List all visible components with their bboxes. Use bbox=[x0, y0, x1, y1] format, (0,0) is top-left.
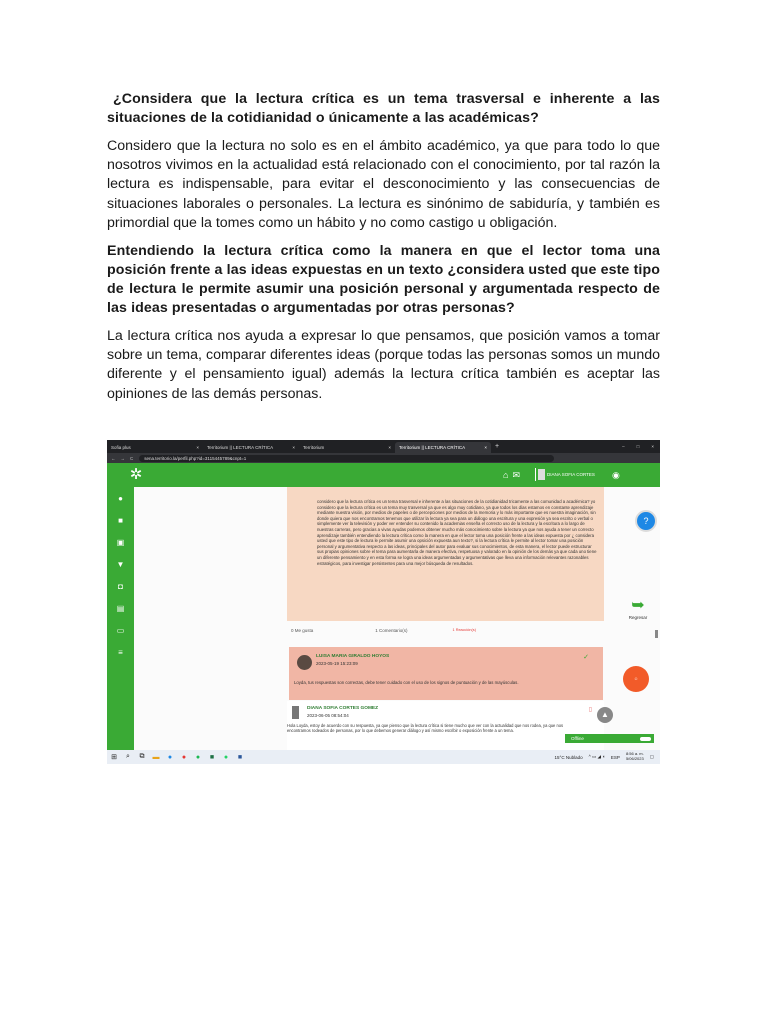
minimize-icon[interactable]: – bbox=[622, 444, 625, 449]
user-menu[interactable]: DIANA SOFIA CORTES bbox=[535, 468, 607, 481]
excel-icon[interactable]: ■ bbox=[209, 753, 215, 761]
browser-tab-3[interactable]: Territorium × bbox=[303, 445, 391, 450]
answer-1: Considero que la lectura no solo es en el ámbito académico, ya que para todo lo que nosotros vivimos en la actualidad está relacionado con el conocimiento, por tal razón la lectura es indispensable, para evitar el desconocimiento y las consecuencias de situaciones laborales o personales. La lectura es sinónimo de sabiduría, y también es primordial que la tomes como un hábito y no como castigo u obligación. bbox=[107, 138, 660, 231]
comment-author: LUISA MARIA GIRALDO HOYOS bbox=[316, 654, 390, 659]
comment-card bbox=[287, 701, 604, 750]
task-view-icon[interactable]: ⧉ bbox=[139, 753, 145, 760]
weather-label[interactable]: 15°C Nublado bbox=[554, 754, 583, 760]
browser-tab-2[interactable]: Territorium || LECTURA CRÍTICA × bbox=[207, 445, 295, 450]
eye-icon[interactable]: ◉ bbox=[612, 470, 620, 480]
sidebar bbox=[107, 487, 134, 750]
close-icon[interactable]: × bbox=[388, 445, 391, 450]
close-icon[interactable]: × bbox=[292, 445, 295, 450]
scroll-up-icon[interactable]: ▲ bbox=[597, 707, 613, 723]
back-icon[interactable]: ← bbox=[111, 455, 116, 461]
comment-text: Loyda, tus respuestas son correctas, debe tener cuidado con el uso de los signos de puntuación y de las mayúsculas. bbox=[294, 680, 519, 685]
comment-author: DIANA SOFIA CORTES GOMEZ bbox=[307, 706, 379, 711]
like-button[interactable]: 0 Me gusta bbox=[291, 628, 314, 633]
trophy-icon[interactable]: ▼ bbox=[116, 559, 125, 569]
browser-tab-1[interactable]: Sofia plus × bbox=[111, 445, 199, 450]
check-icon: ✓ bbox=[583, 654, 589, 661]
offline-bar: Offline bbox=[565, 734, 654, 743]
feed-content bbox=[134, 487, 660, 750]
home-icon[interactable]: ⌂ bbox=[503, 470, 509, 480]
windows-start-icon[interactable]: ⊞ bbox=[111, 754, 117, 761]
system-tray bbox=[555, 752, 660, 762]
inbox-icon[interactable]: ◘ bbox=[118, 581, 123, 591]
answer-2: La lectura crítica nos ayuda a expresar lo que pensamos, que posición vamos a tomar sobre un tema, comparar diferentes ideas (porque todas las personas somos un mundo diferente y el pensamiento igual) además la lectura crítica también es aceptar las opiniones de las demás personas. bbox=[107, 328, 660, 402]
help-icon[interactable]: ? bbox=[635, 510, 657, 532]
browser-tab-4[interactable]: Territorium || LECTURA CRÍTICA × bbox=[395, 442, 491, 453]
whatsapp-icon[interactable]: ● bbox=[223, 753, 229, 761]
scrollbar[interactable] bbox=[655, 630, 658, 638]
word-icon[interactable]: ■ bbox=[237, 753, 243, 761]
mail-icon[interactable]: ✉ bbox=[512, 470, 520, 480]
user-icon[interactable]: ● bbox=[118, 493, 123, 503]
windows-taskbar bbox=[107, 750, 660, 764]
question-1: ¿Considera que la lectura crítica es un tema trasversal e inherente a las situaciones de la cotidianidad o únicamente a las académicas? bbox=[107, 91, 660, 126]
close-window-icon[interactable]: × bbox=[651, 444, 654, 449]
clock[interactable]: 8:56 a. m. 5/06/2023 bbox=[625, 751, 644, 761]
post-text: considero que la lectura crítica es un tema trasversal e inherente a las situaciones de la cotidianidad tricamente a las comunidad a académica? yo considero que la lectura crítica es un tema muy trasversal ya que es algo muy cotidiano, ya que todos los días estamos en constante aprendizaje mediante nuestra visión, por medios de papeles o de percepciones por medios de la memoria y lo más importante que es nuestra imaginación, sin donde quiera que nos encontramos tenemos que utilizar la lectura ya sea para un diálogo una escritura y una expresión ya sea escrito o verbal o simplemente ver la televisión y poder ver entender su contenido la academias enseña el correcto uso de la lectura y la escritura a lo largo de nuestras carreras, pero gracias a vivas ayudas podemos obtener mucho más conocimiento sobre la lectura ya que nos ayuda a tener un correcto aprendizaje también entendiendo la lectura crítica como la manera en que el lector toma una posición frente a las ideas expuesta por ¿ considera usted que este tipo de lectura le permite asumir una opsición expuesta aun texto?, si la lectura crítica le permite al lector tomar una posición personal y argumentativa respecto a las ideas, principales del autor para evaluar sus conocimientos, de esta manera, el lector puede estructurar sus propias opiniones sobre el tema para aumentarla de manera efectiva, respetuosa y valorado en la opinión de los demás ya que cada uno tiene un diferente pensamiento y en esta forma se logra una ideas argumentadas y argumentativas que lleva una información relevantes razonables estratégicos, para investigar persistentes para una mejor búsqueda de resultados. bbox=[317, 499, 597, 566]
card-icon[interactable]: ▭ bbox=[116, 625, 125, 635]
forward-icon[interactable]: → bbox=[120, 455, 125, 461]
search-icon[interactable]: ⌕ bbox=[126, 753, 130, 760]
new-tab-icon[interactable]: + bbox=[495, 443, 500, 450]
chatbot-icon[interactable]: ☺ bbox=[623, 666, 649, 692]
archive-icon[interactable]: ▣ bbox=[116, 537, 125, 547]
edge-icon[interactable]: ● bbox=[167, 753, 173, 761]
avatar bbox=[292, 706, 299, 719]
menu-icon[interactable]: ≡ bbox=[118, 647, 123, 657]
embedded-screenshot bbox=[107, 440, 660, 764]
chrome-icon[interactable]: ● bbox=[181, 753, 187, 761]
trash-icon[interactable]: ▯ bbox=[588, 707, 592, 713]
comment-date: 2023-05-19 15:23:09 bbox=[316, 661, 358, 666]
reactions-label[interactable]: 1 Reacción(s) bbox=[452, 628, 476, 632]
offline-toggle[interactable] bbox=[640, 737, 651, 741]
comment-date: 2023-06-05 08:54:04 bbox=[307, 713, 349, 718]
document-body bbox=[107, 90, 660, 413]
reload-icon[interactable]: C bbox=[130, 455, 134, 461]
spotify-icon[interactable]: ● bbox=[195, 753, 201, 761]
language-label[interactable]: ESP bbox=[610, 754, 620, 760]
url-field[interactable]: sena.territorio.la/perfil.php?id=3115445789&cnpt=1 bbox=[139, 455, 554, 462]
browser-tabbar bbox=[107, 440, 660, 453]
question-2: Entendiendo la lectura crítica como la manera en que el lector toma una posición frente a las ideas expuestas en un texto ¿considera usted que este tipo de lectura le permite asumir una posición personal y argumentada respecto de las ideas presentadas o argumentadas por otras personas? bbox=[107, 243, 660, 317]
app-header bbox=[107, 463, 660, 487]
avatar bbox=[297, 655, 312, 670]
close-icon[interactable]: × bbox=[484, 445, 487, 450]
sena-logo-icon: ✲ bbox=[129, 466, 143, 483]
post-actions bbox=[287, 628, 604, 633]
briefcase-icon[interactable]: ■ bbox=[118, 515, 123, 525]
forum-post bbox=[287, 487, 604, 621]
maximize-icon[interactable]: □ bbox=[636, 444, 640, 449]
notification-icon[interactable]: ▢ bbox=[649, 754, 654, 759]
comment-text: Hola Loyda, estoy de acuerdo con su respuesta, ya que pienso que la lectura crítica si tiene mucho que ver con la actualidad que nos rodea, ya que nos encontramos rodeados de personas, por lo que debemos generar diálogo y así mismo escribir o exposición frente a un tema. bbox=[287, 723, 564, 734]
avatar bbox=[538, 469, 545, 480]
folder-icon[interactable]: ▤ bbox=[116, 603, 125, 613]
comments-button[interactable]: 1 Comentario(s) bbox=[375, 628, 408, 633]
close-icon[interactable]: × bbox=[196, 445, 199, 450]
back-button[interactable]: ➥ Regresar bbox=[623, 595, 653, 620]
window-controls bbox=[622, 444, 660, 449]
header-icons bbox=[503, 470, 520, 481]
comment-card bbox=[289, 647, 603, 700]
address-bar-row bbox=[107, 453, 660, 463]
back-arrow-icon: ➥ bbox=[631, 597, 645, 614]
file-explorer-icon[interactable]: ▬ bbox=[152, 753, 160, 761]
tray-icons[interactable]: ^ ▭ ◢ ◖ bbox=[588, 754, 605, 759]
